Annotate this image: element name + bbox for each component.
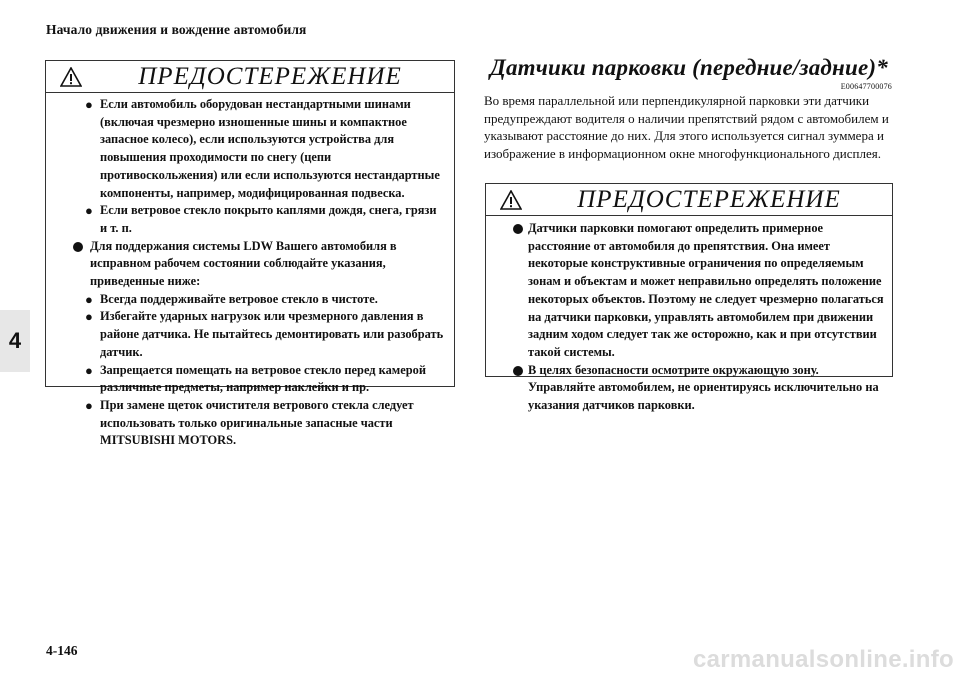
bullet-dot-icon: ●	[85, 203, 93, 219]
warning-body	[486, 216, 892, 419]
warning-item	[494, 362, 884, 415]
warning-item-text: При замене щеток очистителя ветрового стекла следует использовать только оригинальные запасные части MITSUBISHI MOTORS.	[100, 397, 414, 448]
warning-box-parking	[485, 183, 893, 413]
bullet-dot-icon: ●	[85, 309, 93, 325]
warning-title: ПРЕДОСТЕРЕЖЕНИЕ	[577, 186, 841, 213]
page-number: 4-146	[46, 643, 78, 658]
bullet-circle-icon	[513, 224, 523, 234]
warning-item-text: Если ветровое стекло покрыто каплями дождя, снега, грязи и т. п.	[100, 203, 437, 235]
warning-item-text: Всегда поддерживайте ветровое стекло в чистоте.	[100, 291, 378, 306]
warning-item	[54, 291, 446, 309]
bullet-circle-icon	[73, 242, 83, 252]
warning-item-text: Для поддержания системы LDW Вашего автомобиля в исправном рабочем состоянии соблюдайте указания, приведенные ниже:	[90, 238, 397, 289]
warning-title: ПРЕДОСТЕРЕЖЕНИЕ	[138, 63, 402, 90]
warning-item	[54, 238, 446, 291]
watermark: carmanualsonline.info	[692, 646, 954, 673]
warning-item-text: В целях безопасности осмотрите окружающую зону. Управляйте автомобилем, не ориентируясь исключительно на указания датчиков парковки.	[528, 362, 879, 413]
bullet-dot-icon: ●	[85, 97, 93, 112]
warning-triangle-icon	[500, 190, 522, 210]
warning-item	[54, 308, 446, 361]
warning-item-text: Если автомобиль оборудован нестандартными шинами (включая чрезмерно изношенные шины и компактное запасное колесо), если используются устройства для повышения проходимости по снегу (цепи противоскольжения) или если используются нестандартные компоненты, например, модифицированная подвеска.	[100, 97, 440, 200]
reference-code: E00647700076	[840, 82, 892, 91]
warning-header	[486, 184, 892, 216]
running-header: Начало движения и вождение автомобиля	[46, 22, 307, 37]
section-title: Датчики парковки (передние/задние)*	[490, 55, 888, 80]
bullet-dot-icon: ●	[85, 291, 93, 307]
warning-item	[54, 362, 446, 397]
warning-item-text: Запрещается помещать на ветровое стекло перед камерой различные предметы, например наклейки и пр.	[100, 362, 426, 395]
chapter-number: 4	[8, 328, 22, 353]
bullet-dot-icon: ●	[85, 362, 93, 378]
bullet-dot-icon: ●	[85, 397, 93, 413]
warning-body	[46, 93, 454, 454]
warning-item-text: Датчики парковки помогают определить примерное расстояние от автомобиля до препятствия. Она имеет некоторые конструктивные ограничения по определяемым зонам и объектам и может неправильно определять положение некоторых объектов. Поэтому не следует чрезмерно полагаться на датчики парковки, управлять автомобилем при движении задним ходом следует так же осторожно, как и при отсутствии такой системы.	[528, 221, 884, 359]
warning-item	[494, 220, 884, 362]
chapter-tab	[0, 310, 30, 372]
warning-box-ldw	[45, 60, 455, 448]
section-body: Во время параллельной или перпендикулярной парковки эти датчики предупреждают водителя о наличии препятствий рядом с автомобилем и указывают расстояние до них. Для этого используется сигнал зуммера и изображение в информационном окне многофункционального дисплея.	[484, 93, 889, 161]
warning-item	[54, 96, 446, 202]
bullet-circle-icon	[513, 366, 523, 376]
warning-item	[54, 202, 446, 237]
warning-item	[54, 397, 446, 450]
warning-item-text: Избегайте ударных нагрузок или чрезмерного давления в районе датчика. Не пытайтесь демонтировать или разобрать датчик.	[100, 309, 444, 359]
warning-triangle-icon	[60, 67, 82, 87]
warning-header	[46, 61, 454, 93]
